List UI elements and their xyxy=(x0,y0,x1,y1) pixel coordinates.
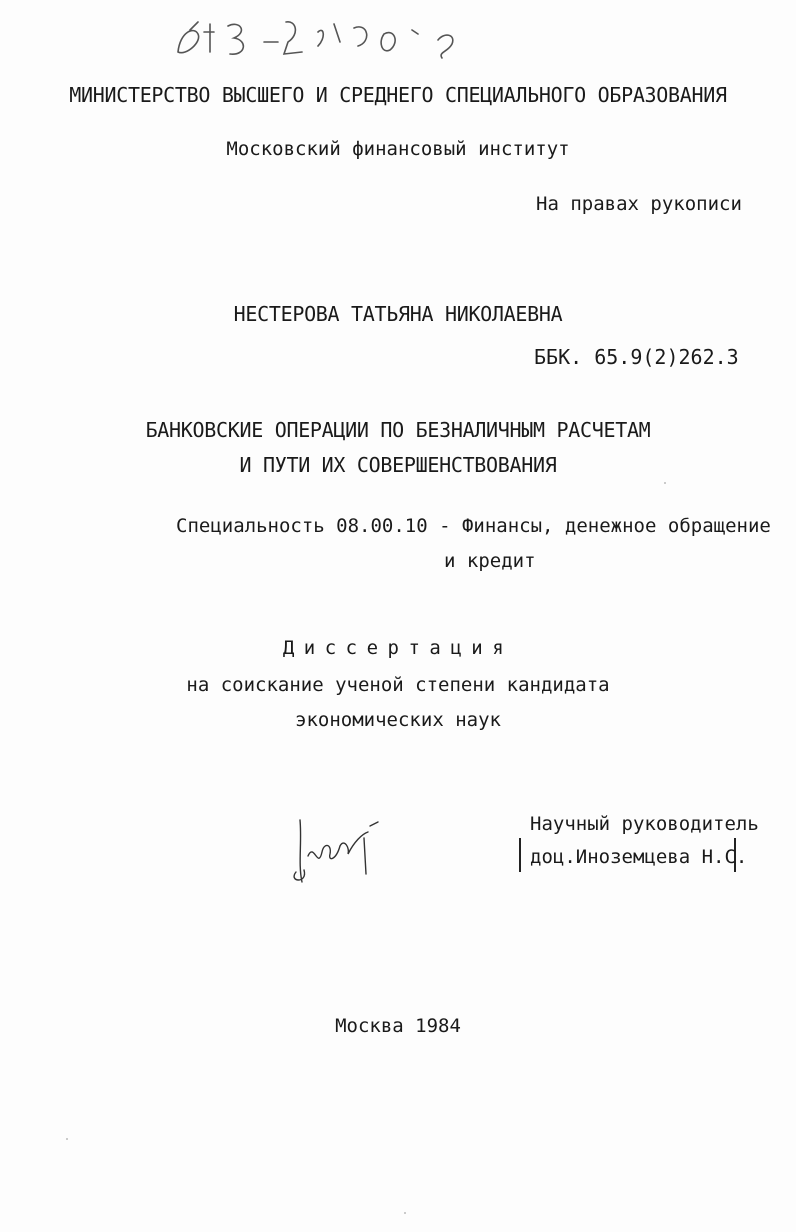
paper-speck xyxy=(404,1212,406,1214)
supervisor-name: доц.Иноземцева Н.С. xyxy=(530,846,748,868)
degree-line-2: экономических наук xyxy=(295,709,501,731)
thesis-title-line-2: И ПУТИ ИХ СОВЕРШЕНСТВОВАНИЯ xyxy=(239,453,557,477)
paper-speck xyxy=(664,482,666,484)
institute-name: Московский финансовый институт xyxy=(226,138,570,160)
city-and-year: Москва 1984 xyxy=(335,1015,461,1037)
ministry-heading: МИНИСТЕРСТВО ВЫСШЕГО И СРЕДНЕГО СПЕЦИАЛЬНОГО ОБРАЗОВАНИЯ xyxy=(69,83,727,107)
degree-line-1: на соискание ученой степени кандидата xyxy=(186,674,610,696)
supervisor-label: Научный руководитель xyxy=(530,813,759,835)
specialty-line-1: Специальность 08.00.10 - Финансы, денежное обращение xyxy=(176,515,771,537)
dissertation-heading: Диссертация xyxy=(282,637,514,659)
handwritten-archive-number xyxy=(168,12,548,72)
specialty-line-2: и кредит xyxy=(444,550,536,572)
manuscript-rights-note: На правах рукописи xyxy=(536,193,742,215)
thesis-title-line-1: БАНКОВСКИЕ ОПЕРАЦИИ ПО БЕЗНАЛИЧНЫМ РАСЧЕТАМ xyxy=(145,418,651,442)
author-name: НЕСТЕРОВА ТАТЬЯНА НИКОЛАЕВНА xyxy=(233,302,563,326)
paper-speck xyxy=(66,1138,68,1140)
handwritten-signature xyxy=(278,812,388,892)
bbk-classification: ББК. 65.9(2)262.3 xyxy=(534,345,739,369)
